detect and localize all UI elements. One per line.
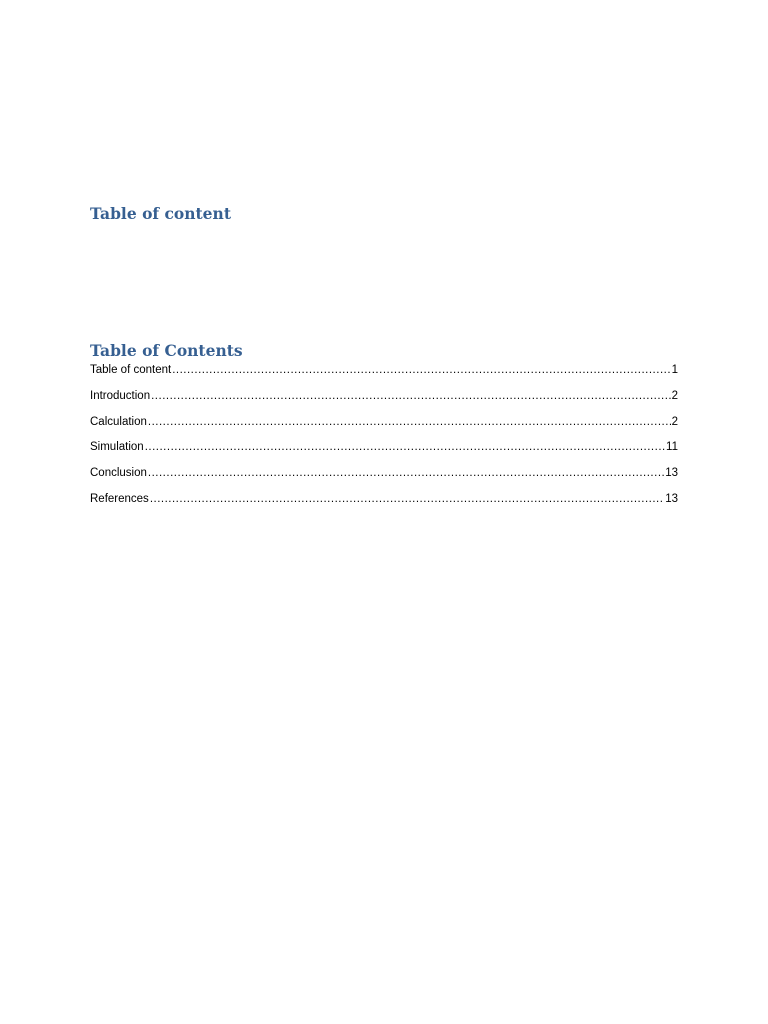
toc-dot-leader [148,467,664,479]
toc-entry-simulation[interactable] [90,441,678,467]
toc-entry-page-number: 13 [665,467,678,480]
toc-entry-label: Simulation [90,441,144,454]
toc-entry-label: Table of content [90,364,172,376]
toc-title: Table of Contents [90,341,243,360]
toc-list [90,364,678,519]
toc-entry-page-number: 1 [671,364,678,376]
toc-entry-introduction[interactable] [90,390,678,416]
toc-entry-label: References [90,492,149,505]
toc-entry-page-number: 13 [665,492,678,505]
toc-entry-label: Introduction [90,389,151,402]
toc-entry-calculation[interactable] [90,416,678,442]
toc-entry-page-number: 11 [666,441,678,454]
toc-dot-leader [148,416,671,428]
toc-entry-page-number: 2 [671,389,678,402]
toc-entry-page-number: 2 [671,415,678,428]
toc-dot-leader [151,390,670,402]
toc-entry-conclusion[interactable] [90,467,678,493]
toc-dot-leader [172,364,670,376]
toc-dot-leader [145,441,665,453]
toc-dot-leader [150,493,664,505]
toc-entry-table-of-content[interactable] [90,364,678,390]
section-heading-table-of-content: Table of content [90,204,231,223]
toc-entry-label: Conclusion [90,467,147,480]
toc-entry-label: Calculation [90,415,147,428]
toc-entry-references[interactable] [90,493,678,519]
